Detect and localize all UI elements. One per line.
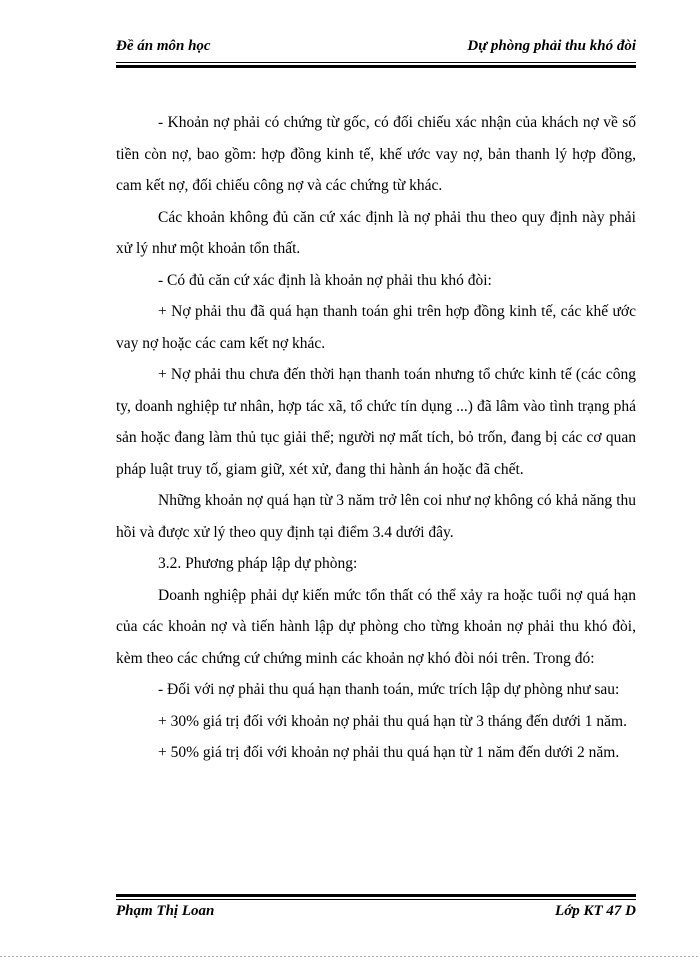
footer-rule-thick: [116, 894, 636, 897]
header-topic-title: Dự phòng phải thu khó đòi: [467, 38, 636, 54]
paragraph: - Khoản nợ phải có chứng từ gốc, có đối chiếu xác nhận của khách nợ về số tiền còn nợ, bao gồm: hợp đồng kinh tế, khế ước vay nợ, bản thanh lý hợp đồng, cam kết nợ, đối chiếu công nợ và các chứng từ khác.: [116, 114, 636, 194]
header-rule-thick: [116, 65, 636, 68]
page-header: [116, 36, 636, 60]
footer-author: Phạm Thị Loan: [116, 903, 215, 919]
paragraph: + Nợ phải thu đã quá hạn thanh toán ghi trên hợp đồng kinh tế, các khế ước vay nợ hoặc các cam kết nợ khác.: [116, 303, 636, 352]
body-text: [116, 107, 636, 769]
footer-rule-thin: [116, 899, 636, 900]
header-course-title: Đề án môn học: [116, 38, 211, 54]
paragraph: Các khoản không đủ căn cứ xác định là nợ phải thu theo quy định này phải xử lý như một khoản tổn thất.: [116, 208, 636, 257]
paragraph: Doanh nghiệp phải dự kiến mức tổn thất có thể xảy ra hoặc tuổi nợ quá hạn của các khoản nợ và tiến hành lập dự phòng cho từng khoản nợ phải thu khó đòi, kèm theo các chứng cứ chứng minh các khoản nợ khó đòi nói trên. Trong đó:: [116, 586, 636, 667]
paragraph: - Đối với nợ phải thu quá hạn thanh toán, mức trích lập dự phòng như sau:: [158, 681, 620, 698]
paragraph: - Có đủ căn cứ xác định là khoản nợ phải thu khó đòi:: [158, 271, 492, 289]
page-edge-divider: [0, 956, 700, 957]
paragraph: + Nợ phải thu chưa đến thời hạn thanh toán nhưng tổ chức kinh tế (các công ty, doanh nghiệp tư nhân, hợp tác xã, tổ chức tín dụng ...) đã lâm vào tình trạng phá sản hoặc đang làm thủ tục giải thể; người nợ mất tích, bỏ trốn, đang bị các cơ quan pháp luật truy tố, giam giữ, xét xử, đang thi hành án hoặc đã chết.: [116, 366, 636, 478]
section-heading: 3.2. Phương pháp lập dự phòng:: [158, 555, 358, 572]
paragraph: Những khoản nợ quá hạn từ 3 năm trở lên coi như nợ không có khả năng thu hồi và được xử lý theo quy định tại điểm 3.4 dưới đây.: [116, 492, 636, 541]
header-rule-thin: [116, 62, 636, 63]
footer-class: Lớp KT 47 D: [555, 903, 636, 919]
paragraph: + 30% giá trị đối với khoản nợ phải thu quá hạn từ 3 tháng đến dưới 1 năm.: [158, 712, 627, 730]
paragraph: + 50% giá trị đối với khoản nợ phải thu quá hạn từ 1 năm đến dưới 2 năm.: [158, 744, 620, 761]
